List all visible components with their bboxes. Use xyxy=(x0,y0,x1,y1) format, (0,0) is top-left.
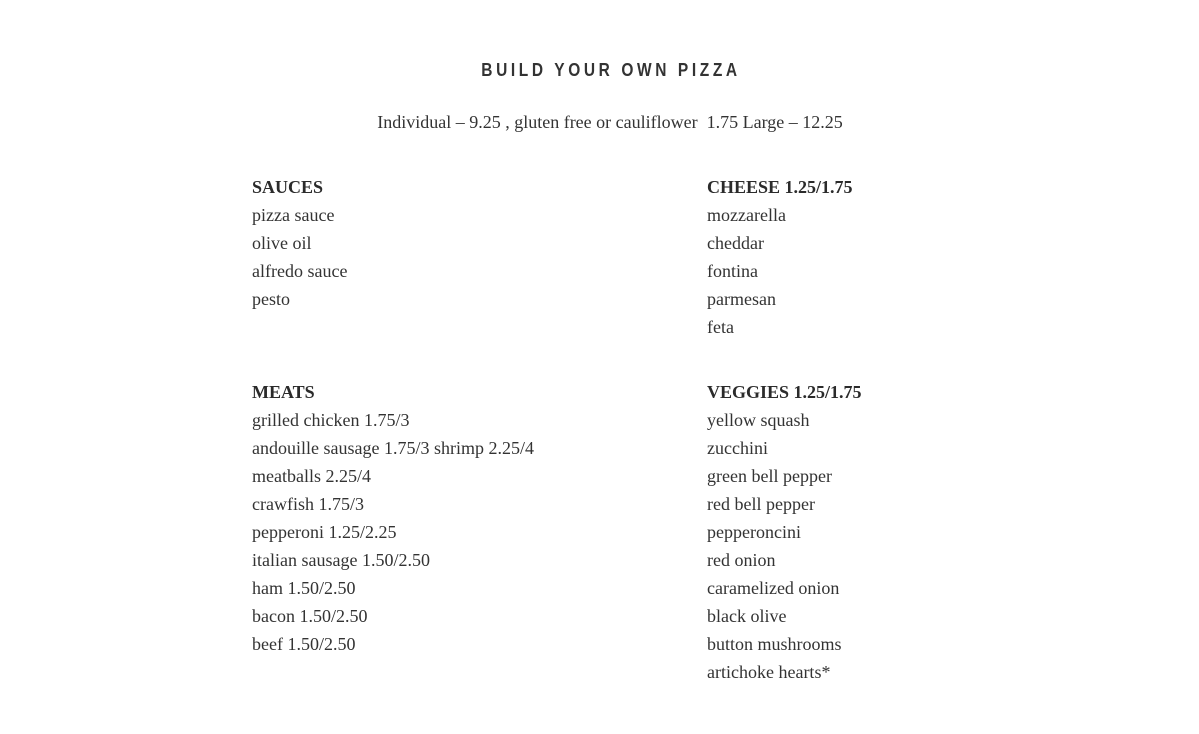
menu-item: pepperoni 1.25/2.25 xyxy=(252,522,397,542)
menu-item: fontina xyxy=(707,261,758,281)
menu-item: andouille sausage 1.75/3 shrimp 2.25/4 xyxy=(252,438,534,458)
veggies-list xyxy=(707,406,1127,686)
menu-item: italian sausage 1.50/2.50 xyxy=(252,550,430,570)
sauces-list xyxy=(252,201,672,313)
menu-item: pesto xyxy=(252,289,290,309)
cheese-list xyxy=(707,201,1127,341)
menu-item: yellow squash xyxy=(707,410,810,430)
menu-item: black olive xyxy=(707,606,787,626)
menu-item: meatballs 2.25/4 xyxy=(252,466,371,486)
menu-item: feta xyxy=(707,317,734,337)
page-title: BUILD YOUR OWN PIZZA xyxy=(481,60,741,80)
menu-item: grilled chicken 1.75/3 xyxy=(252,410,410,430)
menu-item: pizza sauce xyxy=(252,205,335,225)
menu-item: red bell pepper xyxy=(707,494,815,514)
sauces-section xyxy=(252,173,672,313)
menu-item: ham 1.50/2.50 xyxy=(252,578,356,598)
menu-item: crawfish 1.75/3 xyxy=(252,494,364,514)
menu-item: olive oil xyxy=(252,233,312,253)
meats-heading: MEATS xyxy=(252,382,315,402)
pricing-subtitle: Individual – 9.25 , gluten free or cauliflower 1.75 Large – 12.25 xyxy=(377,112,843,132)
menu-item: artichoke hearts* xyxy=(707,662,831,682)
cheese-section xyxy=(707,173,1127,341)
meats-section xyxy=(252,378,672,658)
menu-item: red onion xyxy=(707,550,776,570)
menu-item: green bell pepper xyxy=(707,466,832,486)
meats-list xyxy=(252,406,672,658)
menu-item: zucchini xyxy=(707,438,768,458)
sauces-heading: SAUCES xyxy=(252,177,324,197)
menu-item: caramelized onion xyxy=(707,578,840,598)
cheese-heading: CHEESE 1.25/1.75 xyxy=(707,177,853,197)
menu-item: mozzarella xyxy=(707,205,786,225)
menu-item: button mushrooms xyxy=(707,634,842,654)
menu-item: beef 1.50/2.50 xyxy=(252,634,356,654)
menu-item: parmesan xyxy=(707,289,776,309)
veggies-heading: VEGGIES 1.25/1.75 xyxy=(707,382,862,402)
menu-item: alfredo sauce xyxy=(252,261,348,281)
menu-item: bacon 1.50/2.50 xyxy=(252,606,368,626)
menu-item: pepperoncini xyxy=(707,522,801,542)
menu-item: cheddar xyxy=(707,233,764,253)
veggies-section xyxy=(707,378,1127,686)
